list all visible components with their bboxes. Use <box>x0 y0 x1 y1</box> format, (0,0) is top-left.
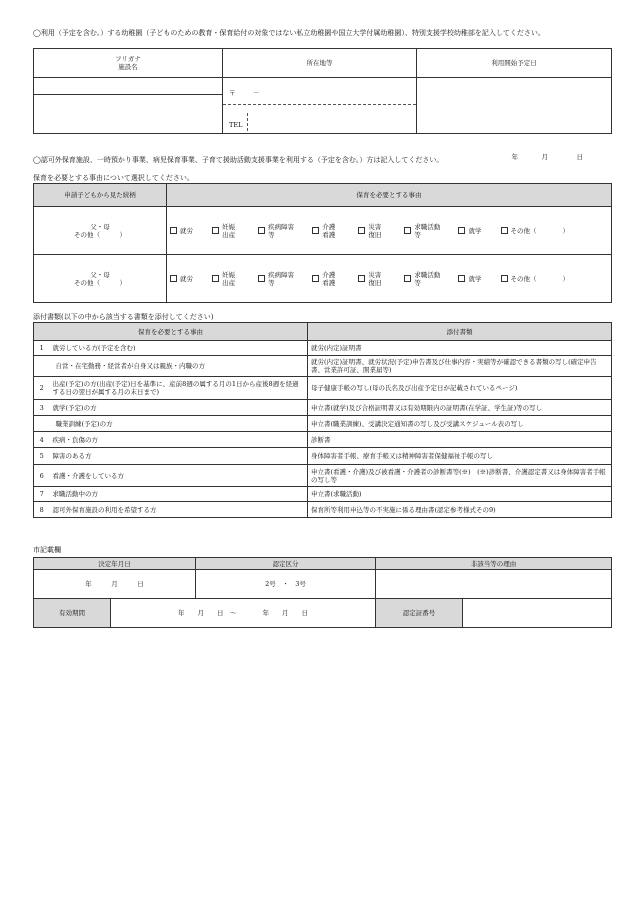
table-row <box>34 356 612 377</box>
table-row <box>34 487 612 502</box>
attach-reason-header: 保育を必要とする事由 <box>34 323 308 341</box>
row-number <box>34 356 50 377</box>
facility-name-cell[interactable] <box>34 94 223 133</box>
table-row <box>34 416 612 432</box>
option-other[interactable]: その他（ ） <box>501 227 570 235</box>
row-reason: 看護・介護をしている方 <box>50 465 308 487</box>
furigana-label: フリガナ <box>115 55 141 63</box>
row-document: 身体障害者手帳、療育手帳又は精神障害者保健福祉手帳の写し <box>308 448 612 465</box>
postal-mark: 〒 <box>229 89 236 97</box>
start-date-header: 利用開始予定日 <box>417 49 612 78</box>
option-illness[interactable]: 疾病障害等 <box>258 223 306 239</box>
row-document: 申立書(看護・介護)及び被看護・介護者の診断書等(※) (※)診断書、介護認定書又は身体障害者手帳の写し等 <box>308 465 612 487</box>
options-cell <box>167 207 612 255</box>
table-row <box>34 448 612 465</box>
row-document: 申立書(求職活動) <box>308 487 612 502</box>
option-illness[interactable]: 疾病障害等 <box>258 271 306 287</box>
facility-name-header <box>34 49 223 78</box>
section1-note: ◯利用（予定を含む。）する幼稚園（子どものための教育・保育給付の対象ではない私立幼稚園や国立大学付属幼稚園）、特別支援学校幼稚部を記入してください。 <box>33 29 545 37</box>
not-applicable-cell[interactable] <box>376 570 612 599</box>
section2-note: ◯認可外保育施設、一時預かり事業、病児保育事業、子育て援助活動支援事業を利用する（予定を含む。）方は記入してください。 <box>33 156 444 164</box>
row-number: 3 <box>34 400 50 416</box>
row-document: 就労(内定)証明書、就労状況(予定)申告書及び仕事内容・実績等が確認できる書類の写し(確定申告書、営業許可証、開業届等) <box>308 356 612 377</box>
relation-other: その他（ ） <box>74 278 126 287</box>
option-care[interactable]: 介護看護 <box>312 271 352 287</box>
row-reason: 職業訓練(予定)の方 <box>50 416 308 432</box>
validity-cell[interactable]: 年 月 日 ～ 年 月 日 <box>111 599 376 628</box>
reason-table <box>33 183 612 303</box>
start-month: 月 <box>541 152 548 161</box>
row-document: 診断書 <box>308 432 612 448</box>
row-reason: 就学(予定)の方 <box>50 400 308 416</box>
row-number: 1 <box>34 341 50 356</box>
start-year: 年 <box>511 152 518 161</box>
attach-docs-header: 添付書類 <box>308 323 612 341</box>
row-reason: 出産(予定)の方(出産(予定)日を基準に、産前8週の属する月の1日から産後8週を経過する日の翌日が属する月の末日まで) <box>50 377 308 400</box>
decision-date-header: 決定年月日 <box>34 558 196 570</box>
city-table <box>33 557 612 628</box>
relation-header: 申請子どもから見た続柄 <box>34 184 167 207</box>
attachments-title: 添付書類(以下の中から該当する書類を添付してください) <box>33 313 214 321</box>
address-cell[interactable] <box>223 78 417 134</box>
row-number: 5 <box>34 448 50 465</box>
option-pregnancy[interactable]: 妊娠出産 <box>212 271 252 287</box>
row-document: 申立書(職業訓練)、受講決定通知書の写し及び受講スケジュール表の写し <box>308 416 612 432</box>
option-work[interactable]: 就労 <box>170 227 206 235</box>
row-reason: 疾病・負傷の方 <box>50 432 308 448</box>
category-cell[interactable]: 2号 ・ 3号 <box>196 570 376 599</box>
row-document: 保育所等利用申込等の不実施に係る理由書(認定参考様式その9) <box>308 502 612 518</box>
relation-other: その他（ ） <box>74 230 126 239</box>
row-reason: 就労している方(予定を含む) <box>50 341 308 356</box>
cert-number-cell[interactable] <box>463 599 612 628</box>
options-cell <box>167 255 612 303</box>
option-other[interactable]: その他（ ） <box>501 275 570 283</box>
row-number: 7 <box>34 487 50 502</box>
relation-cell <box>34 255 167 303</box>
table-row <box>34 465 612 487</box>
start-date-cell[interactable] <box>417 78 612 161</box>
row-document: 申立書(就学)及び合格証明書又は有効期限内の証明書(在学証、学生証)等の写し <box>308 400 612 416</box>
category-header: 認定区分 <box>196 558 376 570</box>
option-study[interactable]: 就学 <box>458 227 494 235</box>
postal-line <box>223 78 416 105</box>
not-applicable-header: 非該当等の理由 <box>376 558 612 570</box>
row-reason: 障害のある方 <box>50 448 308 465</box>
furigana-cell[interactable] <box>34 78 223 95</box>
attachments-table <box>33 322 612 518</box>
section2-instruction: 保育を必要とする事由について選択してください。 <box>33 174 194 182</box>
option-care[interactable]: 介護看護 <box>312 223 352 239</box>
reason-row <box>34 207 612 255</box>
relation-parents: 父・母 <box>90 270 110 279</box>
row-number: 4 <box>34 432 50 448</box>
postal-dash: － <box>253 89 260 97</box>
option-job-search[interactable]: 求職活動等 <box>404 223 452 239</box>
row-reason: 自営・在宅勤務・経営者が自身又は親族・内職の方 <box>50 356 308 377</box>
validity-label: 有効期間 <box>34 599 111 628</box>
decision-date-cell[interactable]: 年 月 日 <box>34 570 196 599</box>
table-row <box>34 432 612 448</box>
tel-line <box>223 105 416 133</box>
city-use-title: 市記載欄 <box>33 546 61 554</box>
cert-number-label: 認定証番号 <box>376 599 463 628</box>
row-document: 母子健康手帳の写し(母の氏名及び出産予定日が記載されているページ) <box>308 377 612 400</box>
row-number: 6 <box>34 465 50 487</box>
row-reason: 求職活動中の方 <box>50 487 308 502</box>
option-pregnancy[interactable]: 妊娠出産 <box>212 223 252 239</box>
row-document: 就労(内定)証明書 <box>308 341 612 356</box>
relation-parents: 父・母 <box>90 222 110 231</box>
address-header: 所在地等 <box>223 49 417 78</box>
reason-row <box>34 255 612 303</box>
row-number <box>34 416 50 432</box>
option-disaster[interactable]: 災害復旧 <box>358 223 398 239</box>
row-number: 2 <box>34 377 50 400</box>
option-work[interactable]: 就労 <box>170 275 206 283</box>
relation-cell <box>34 207 167 255</box>
tel-label: TEL <box>229 121 243 129</box>
reason-header: 保育を必要とする事由 <box>167 184 612 207</box>
row-number: 8 <box>34 502 50 518</box>
option-study[interactable]: 就学 <box>458 275 494 283</box>
option-disaster[interactable]: 災害復旧 <box>358 271 398 287</box>
row-reason: 認可外保育施設の利用を希望する方 <box>50 502 308 518</box>
table-row <box>34 400 612 416</box>
start-day: 日 <box>576 152 583 161</box>
table-row <box>34 341 612 356</box>
option-job-search[interactable]: 求職活動等 <box>404 271 452 287</box>
table-row <box>34 502 612 518</box>
facility-name-label: 施設名 <box>118 63 138 71</box>
table-row <box>34 377 612 400</box>
tel-divider <box>247 113 248 131</box>
